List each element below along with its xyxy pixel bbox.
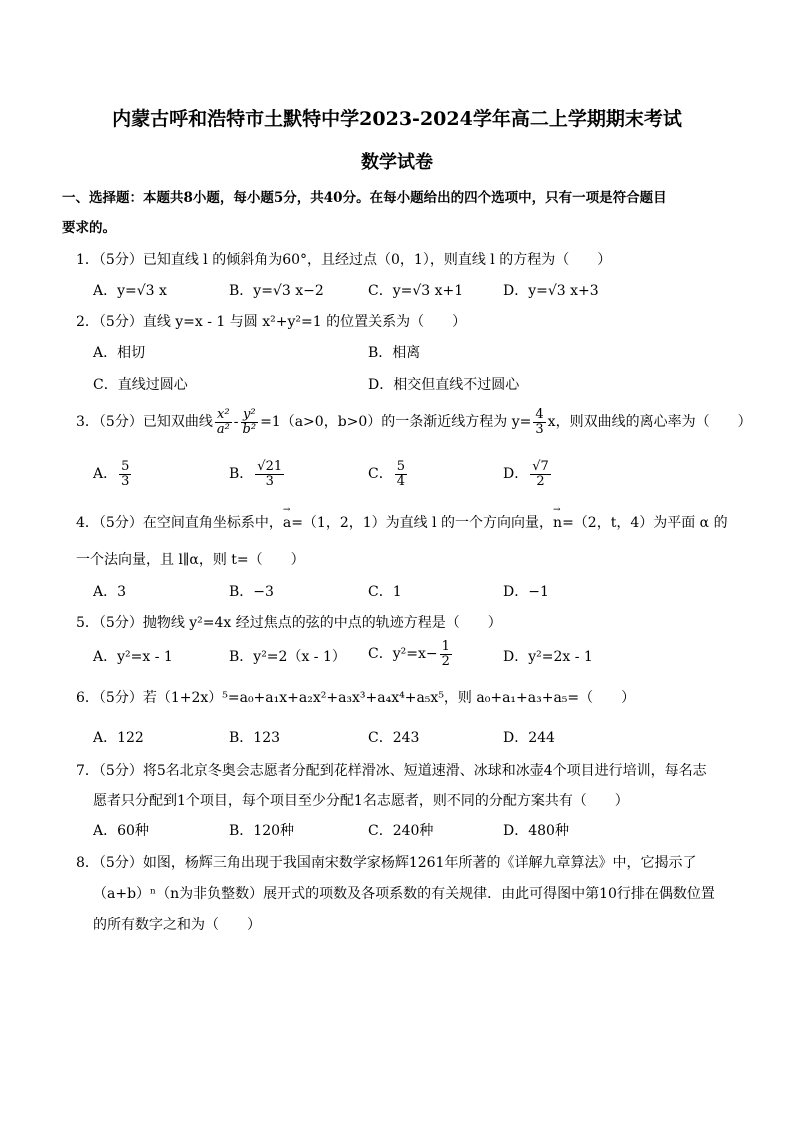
question-7-option-a: A．60种: [93, 823, 149, 839]
question-3-option-a: [93, 460, 133, 488]
option-c-denominator: 4: [396, 473, 405, 489]
option-c-prefix: C．y²=x−: [368, 646, 438, 663]
question-2-option-a: A．相切: [93, 345, 146, 361]
page-title: 内蒙古呼和浩特市土默特中学2023-2024学年高二上学期期末考试: [112, 108, 682, 130]
question-1-stem: 1．（5分）已知直线 l 的倾斜角为60°，且经过点（0，1），则直线 l 的方程为（ ）: [76, 252, 612, 268]
question-6-option-c: C．243: [368, 730, 420, 746]
option-label: D．: [503, 466, 529, 483]
section-heading-line1: 一、选择题：本题共8小题，每小题5分，共40分。在每小题给出的四个选项中，只有一项是符合题目: [62, 190, 667, 206]
question-2-stem: 2．（5分）直线 y=x - 1 与圆 x²+y²=1 的位置关系为（ ）: [76, 314, 467, 330]
option-a-denominator: 3: [121, 473, 130, 489]
question-1-option-b: B．y=√3 x−2: [229, 283, 324, 299]
question-3-option-d: [503, 460, 553, 488]
question-4-stem-mid: =（1，2，1）为直线 l 的一个方向向量，: [291, 515, 554, 531]
option-a-numerator: 5: [121, 459, 130, 474]
question-8-stem-line1: 8．（5分）如图，杨辉三角出现于我国南宋数学家杨辉1261年所著的《详解九章算法》中，它揭示了: [76, 855, 697, 871]
question-5-stem: 5．（5分）抛物线 y²=4x 经过焦点的弦的中点的轨迹方程是（ ）: [76, 615, 502, 631]
vector-a: → a: [283, 515, 291, 531]
question-2-option-b: B．相离: [368, 345, 421, 361]
option-d-numerator: √7: [532, 459, 549, 474]
option-d-denominator: 2: [536, 473, 545, 489]
question-4-stem-post: =（2，t，4）为平面 α 的: [562, 515, 728, 531]
question-5-option-a: A．y²=x - 1: [93, 649, 173, 665]
question-3-option-b: [229, 460, 286, 488]
question-5-option-c: [368, 640, 454, 668]
question-3-stem-post: x，则双曲线的离心率为（ ）: [547, 414, 752, 431]
question-8-stem-line3: 的所有数字之和为（ ）: [93, 917, 261, 933]
question-4-stem-line2: 一个法向量，且 l∥α，则 t=（ ）: [76, 552, 305, 568]
option-label: A．: [93, 466, 118, 483]
hyperbola-y-term: $\frac{\text{y²}}{\text{b²}}$: [242, 407, 257, 437]
question-6-stem: 6．（5分）若（1+2x）⁵=a₀+a₁x+a₂x²+a₃x³+a₄x⁴+a₅x⁵，则 a₀+a₁+a₃+a₅=（ ）: [76, 690, 636, 706]
option-label: B．: [229, 466, 254, 483]
option-b-denominator: 3: [265, 473, 274, 489]
option-b-numerator: √21: [257, 459, 283, 474]
question-4-option-c: C．1: [368, 584, 402, 600]
question-7-stem-line1: 7．（5分）将5名北京冬奥会志愿者分配到花样滑冰、短道速滑、冰球和冰壶4个项目进行培训，每名志: [76, 763, 707, 779]
question-3-stem-pre: 3．（5分）已知双曲线: [76, 414, 213, 431]
question-7-option-b: B．120种: [229, 823, 295, 839]
question-3-stem: 3．（5分）已知双曲线 $\frac{\text{x²}}{\text{a²}}$ - $\frac{\text{y²}}{\text{b²}}$ =1（a>0，b>0）的一条渐近线方程为 y= $\frac{4}{3}$ x，则双曲线的离心率为（ ）: [76, 407, 752, 437]
question-6-option-a: A．122: [93, 730, 144, 746]
question-8-stem-line2: （a+b）ⁿ（n为非负整数）展开式的项数及各项系数的有关规律．由此可得图中第10行排在偶数位置: [93, 886, 715, 902]
question-4-stem-line1: [76, 512, 728, 532]
question-3-stem-mid: =1（a>0，b>0）的一条渐近线方程为 y=: [260, 414, 532, 431]
option-c-numerator: 5: [396, 459, 405, 474]
question-3-option-c: [368, 460, 409, 488]
question-2-option-d: D．相交但直线不过圆心: [368, 377, 520, 393]
question-1-option-a: A．y=√3 x: [93, 283, 167, 299]
question-4-option-b: B．−3: [229, 584, 274, 600]
page-subtitle: 数学试卷: [361, 152, 433, 173]
question-1-option-c: C．y=√3 x+1: [368, 283, 464, 299]
question-7-stem-line2: 愿者只分配到1个项目，每个项目至少分配1名志愿者，则不同的分配方案共有（ ）: [93, 793, 629, 809]
section-heading-line2: 要求的。: [62, 220, 116, 236]
question-7-option-c: C．240种: [368, 823, 434, 839]
question-5-option-d: D．y²=2x - 1: [503, 649, 593, 665]
question-7-option-d: D．480种: [503, 823, 569, 839]
question-4-option-a: A．3: [93, 584, 127, 600]
question-6-option-d: D．244: [503, 730, 555, 746]
question-5-option-b: B．y²=2（x - 1）: [229, 649, 346, 665]
option-label: C．: [368, 466, 393, 483]
option-c-denominator: 2: [441, 653, 450, 669]
question-2-option-c: C．直线过圆心: [93, 377, 188, 393]
option-c-numerator: 1: [441, 639, 450, 654]
question-4-stem-pre: 4．（5分）在空间直角坐标系中，: [76, 515, 283, 531]
question-6-option-b: B．123: [229, 730, 281, 746]
hyperbola-x-term: $\frac{\text{x²}}{\text{a²}}$: [216, 407, 230, 437]
asymptote-slope: $\frac{4}{3}$: [535, 407, 544, 437]
question-4-option-d: D．−1: [503, 584, 549, 600]
question-1-option-d: D．y=√3 x+3: [503, 283, 599, 299]
vector-n: → n: [553, 515, 562, 531]
